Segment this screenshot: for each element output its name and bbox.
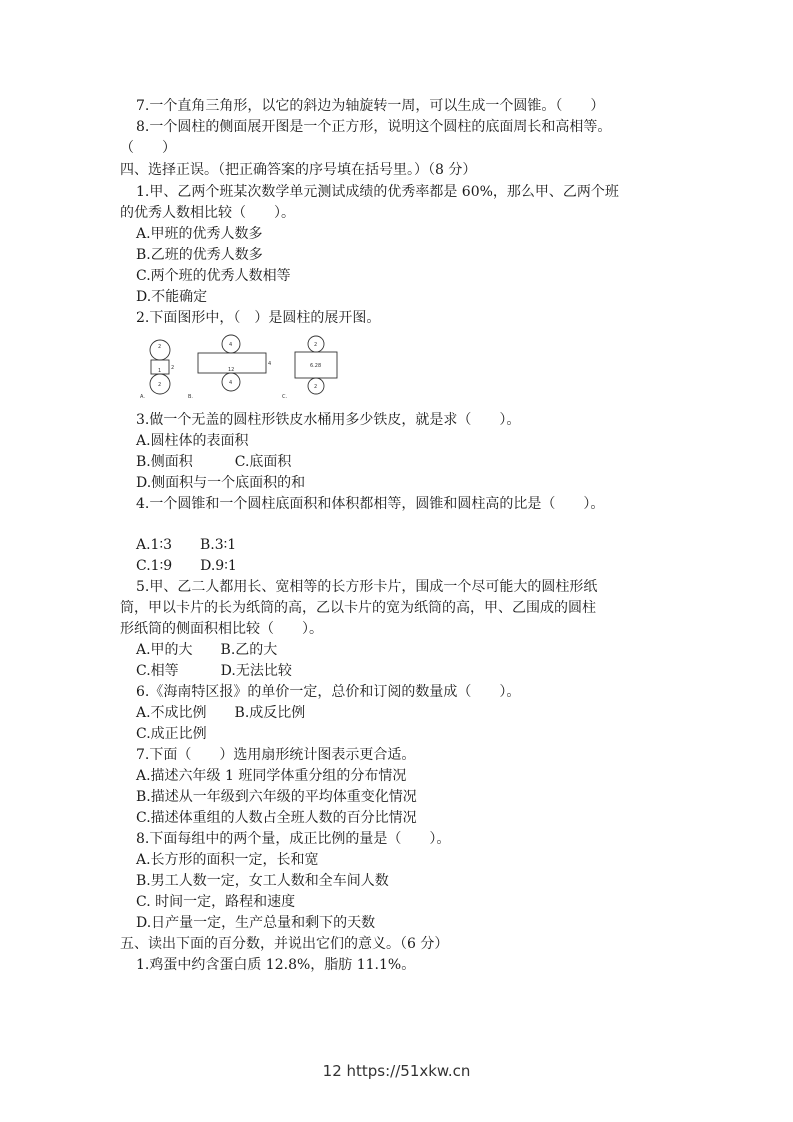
net-b-bottom-label: 4 [229,380,233,386]
line-judge-7: 7.一个直角三角形，以它的斜边为轴旋转一周，可以生成一个圆锥。（ ） [136,98,605,114]
q7-option-a: A.描述六年级 1 班同学体重分组的分布情况 [136,768,407,784]
cylinder-nets-figure [140,334,380,400]
net-c-top-label: 2 [314,342,318,348]
net-a-rect-w: 1 [158,368,162,374]
q5-option-cd: C.相等 D.无法比较 [136,663,292,679]
q2-stem: 2.下面图形中，（ ）是圆柱的展开图。 [136,310,381,326]
net-b-rect-w: 12 [228,367,235,373]
q5-stem-a: 5.甲、乙二人都用长、宽相等的长方形卡片，围成一个尽可能大的圆柱形纸 [136,579,598,595]
q7-option-c: C.描述体重组的人数占全班人数的百分比情况 [136,810,417,826]
q4-stem: 4.一个圆锥和一个圆柱底面积和体积都相等，圆锥和圆柱高的比是（ ）。 [136,496,605,512]
q7-option-b: B.描述从一年级到六年级的平均体重变化情况 [136,789,417,805]
net-c-bottom-label: 2 [314,384,318,390]
net-c-label: C. [282,394,288,400]
q8-option-a: A.长方形的面积一定，长和宽 [136,852,319,868]
q6-option-ab: A.不成比例 B.成反比例 [136,705,306,721]
page-footer: 12 https://51xkw.cn [322,1062,471,1080]
q6-option-c: C.成正比例 [136,726,207,742]
net-c-rect-label: 6.28 [310,363,322,369]
q3-stem: 3.做一个无盖的圆柱形铁皮水桶用多少铁皮，就是求（ ）。 [136,412,521,428]
q8-stem: 8.下面每组中的两个量，成正比例的量是（ ）。 [136,831,451,847]
q1-stem-b: 的优秀人数相比较（ ）。 [120,205,295,221]
q8-option-c: C. 时间一定，路程和速度 [136,894,296,910]
q6-stem: 6.《海南特区报》的单价一定，总价和订阅的数量成（ ）。 [136,684,521,700]
q3-option-d: D.侧面积与一个底面积的和 [136,475,306,491]
q5-stem-b: 筒，甲以卡片的长为纸筒的高，乙以卡片的宽为纸筒的高，甲、乙围成的圆柱 [120,600,596,616]
q7-stem: 7.下面（ ）选用扇形统计图表示更合适。 [136,747,416,763]
s5-q1-stem: 1.鸡蛋中约含蛋白质 12.8%，脂肪 11.1%。 [136,957,416,973]
section-5-heading: 五、读出下面的百分数，并说出它们的意义。（6 分） [120,936,449,952]
q5-stem-c: 形纸筒的侧面积相比较（ ）。 [120,621,323,637]
line-judge-8: 8.一个圆柱的侧面展开图是一个正方形，说明这个圆柱的底面周长和高相等。 [136,119,612,135]
q4-option-ab: A.1∶3 B.3∶1 [136,537,237,553]
q8-option-b: B.男工人数一定，女工人数和全车间人数 [136,873,389,889]
q8-option-d: D.日产量一定，生产总量和剩下的天数 [136,915,376,931]
net-a-label: A. [140,394,145,400]
net-a-top-label: 2 [158,344,162,350]
net-b-top-label: 4 [229,342,233,348]
q3-option-a: A.圆柱体的表面积 [136,433,249,449]
section-4-heading: 四、选择正误。（把正确答案的序号填在括号里。）（8 分） [120,162,477,178]
net-a-bottom-label: 2 [158,382,162,388]
net-a-rect-h: 2 [171,365,175,371]
q1-option-c: C.两个班的优秀人数相等 [136,268,291,284]
q1-option-d: D.不能确定 [136,289,208,305]
q1-option-b: B.乙班的优秀人数多 [136,247,263,263]
net-a-top-circle [150,340,170,360]
net-b-label: B. [188,394,194,400]
cylinder-nets-svg [140,334,380,400]
q4-option-cd: C.1∶9 D.9∶1 [136,558,237,574]
net-b-rect-h: 4 [268,361,272,367]
q3-option-bc: B.侧面积 C.底面积 [136,454,292,470]
line-judge-8-blank: （ ） [120,140,176,156]
q1-stem-a: 1.甲、乙两个班某次数学单元测试成绩的优秀率都是 60%，那么甲、乙两个班 [136,184,619,200]
q1-option-a: A.甲班的优秀人数多 [136,226,263,242]
q5-option-ab: A.甲的大 B.乙的大 [136,642,278,658]
